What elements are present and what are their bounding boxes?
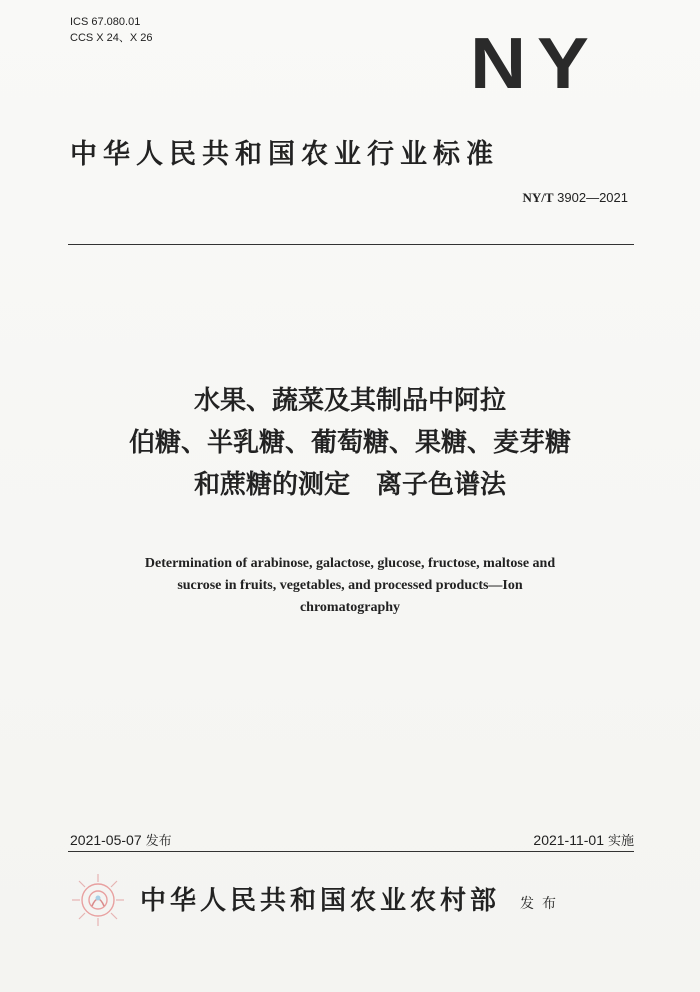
chinese-title-line-3: 和蔗糖的测定 离子色谱法 [193,470,506,500]
publish-label: 发布 [520,896,564,912]
chinese-title [70,380,630,506]
ccs-code: CCS X 24、X 26 [70,32,153,44]
effective-date: 2021-11-01 [533,832,604,848]
standard-number-value: 3902—2021 [557,190,628,205]
standard-number [522,190,628,206]
ministry-name: 中华人民共和国农业农村部 [140,886,501,916]
issue-date: 2021-05-07 [70,832,142,848]
effective-label: 实施 [607,834,634,849]
effective-date-block [533,830,634,849]
top-divider [68,244,634,245]
chinese-title-line-2: 伯糖、半乳糖、葡萄糖、果糖、麦芽糖 [128,428,571,458]
english-title-line-2: sucrose in fruits, vegetables, and processed products—Ion [177,578,523,593]
bottom-divider [68,851,634,852]
ny-logo: NY [470,24,600,104]
english-title-line-3: chromatography [299,600,401,615]
chinese-title-line-1: 水果、蔬菜及其制品中阿拉 [193,386,506,416]
ministry-emblem-icon [70,872,126,928]
english-title [90,553,610,619]
issue-date-block [70,830,172,849]
classification-codes [70,14,153,46]
issue-label: 发布 [145,834,172,849]
ics-code: ICS 67.080.01 [70,16,141,28]
standard-number-prefix: NY/T [522,190,554,205]
english-title-line-1: Determination of arabinose, galactose, glucose, fructose, maltose and [144,556,556,571]
standard-category-title: 中华人民共和国农业行业标准 [70,139,499,170]
